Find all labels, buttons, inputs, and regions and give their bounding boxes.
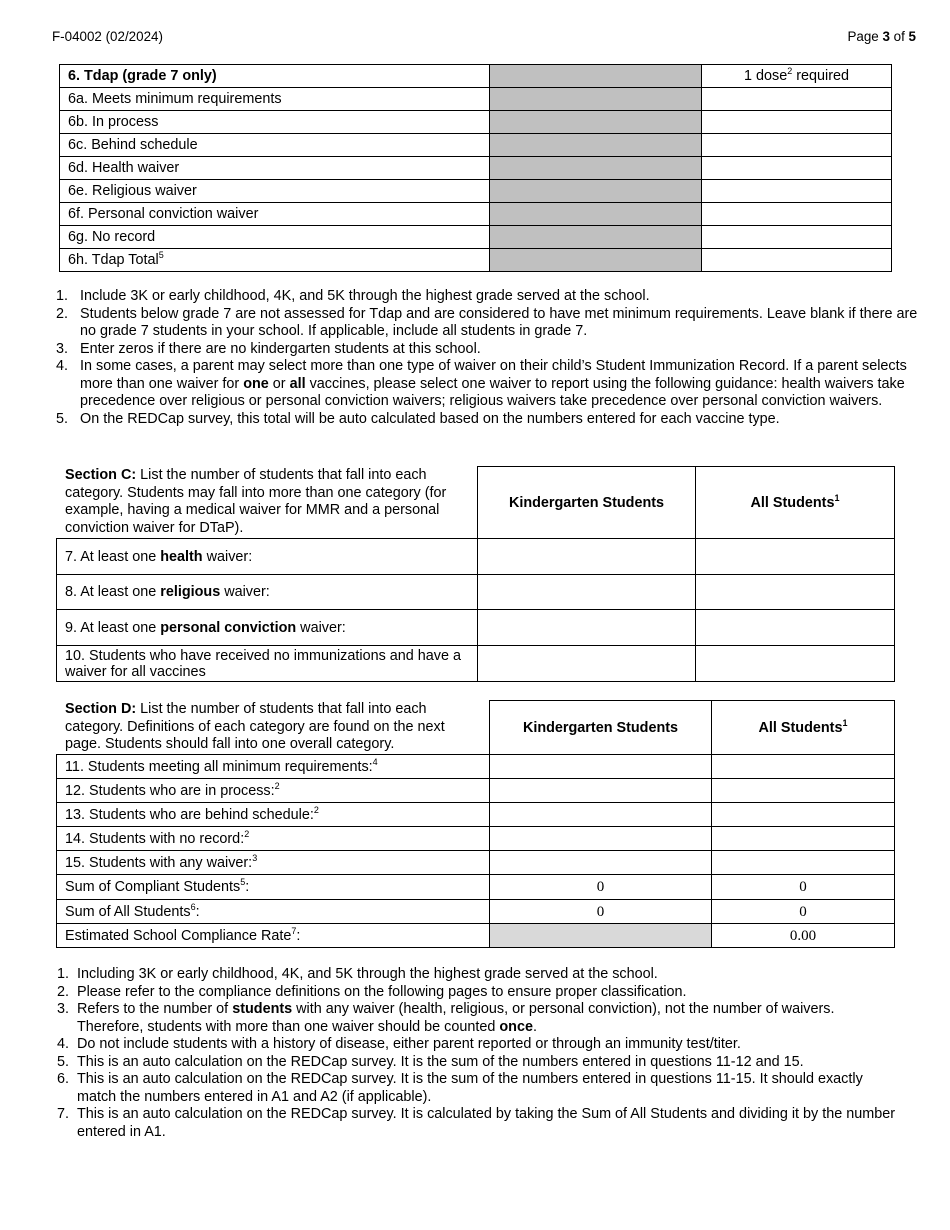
- tdap-entry-cell[interactable]: [702, 111, 892, 134]
- sum-all-label: Sum of All Students$^6$:: [57, 900, 490, 924]
- section-d-table: [56, 700, 895, 948]
- tdap-entry-cell[interactable]: [702, 226, 892, 249]
- footnote: 3. Refers to the number of students with any waiver (health, religious, or personal conviction), not the number of waivers. Therefore, students with more than one waiver should be counted once.: [57, 1001, 835, 1035]
- tdap-row-label: 6d. Health waiver: [60, 157, 490, 180]
- tdap-row-label: 6c. Behind schedule: [60, 134, 490, 157]
- section-d-intro: Section D: List the number of students that fall into each category. Definitions of each category are found on the next page. Students should fall into one overall category.: [65, 701, 445, 752]
- section-c-intro: Section C: List the number of students that fall into each category. Students may fall into more than one category (for example, having a medical waiver for MMR and a personal conviction waiver for DTaP).: [65, 467, 447, 536]
- tdap-row-label: 6e. Religious waiver: [60, 180, 490, 203]
- section-c-row-label: 10. Students who have received no immunizations and have a waiver for all vaccines: [57, 646, 478, 682]
- entry-cell-all[interactable]: [712, 803, 895, 827]
- tdap-row-label: 6b. In process: [60, 111, 490, 134]
- entry-cell-all[interactable]: [712, 827, 895, 851]
- footnote: 2. Students below grade 7 are not assessed for Tdap and are considered to have met minimum requirements. Leave blank if there are no grade 7 students in your school. If applicable, include all students in grade 7.: [56, 305, 918, 339]
- shaded-cell: [490, 203, 702, 226]
- tdap-row-label: 6g. No record: [60, 226, 490, 249]
- footnote: 1. Including 3K or early childhood, 4K, and 5K through the highest grade served at the school.: [57, 966, 658, 982]
- entry-cell-kindergarten[interactable]: [478, 539, 696, 575]
- footnote: 1. Include 3K or early childhood, 4K, and 5K through the highest grade served at the school.: [56, 288, 650, 304]
- sum-all-kindergarten: 0: [490, 900, 712, 924]
- form-number: F-04002 (02/2024): [52, 29, 163, 44]
- section-d-row-label: 13. Students who are behind schedule:$^2$: [57, 803, 490, 827]
- section-d-row-label: 15. Students with any waiver:$^3$: [57, 851, 490, 875]
- footnote: 5. On the REDCap survey, this total will be auto calculated based on the numbers entered for each vaccine type.: [56, 410, 780, 427]
- section-c-row-label: 9. At least one personal conviction waiver:: [57, 610, 478, 646]
- entry-cell-kindergarten[interactable]: [490, 803, 712, 827]
- entry-cell-all[interactable]: [696, 539, 895, 575]
- tdap-total-cell: [702, 249, 892, 272]
- footnote: 4. In some cases, a parent may select more than one type of waiver on their child’s Student Immunization Record. If a parent selects more than one waiver for one or all vaccines, please select one waiver to report using the following guidance: health waivers take precedence over religious or personal conviction waivers; religious waivers take precedence over personal conviction waivers.: [56, 358, 907, 409]
- tdap-entry-cell[interactable]: [702, 157, 892, 180]
- entry-cell-kindergarten[interactable]: [478, 575, 696, 610]
- entry-cell-all[interactable]: [712, 755, 895, 779]
- tdap-entry-cell[interactable]: [702, 134, 892, 157]
- footnote: 4. Do not include students with a history of disease, either parent reported or through an immunity test/titer.: [57, 1036, 741, 1052]
- page-indicator: Page 3 of 5: [847, 29, 916, 44]
- col-header-all-students: All Students$^1$: [712, 701, 895, 755]
- entry-cell-all[interactable]: [696, 575, 895, 610]
- tdap-table: [59, 64, 892, 272]
- shaded-cell: [490, 249, 702, 272]
- sum-compliant-all: 0: [712, 875, 895, 900]
- footnotes-section-d: [57, 966, 897, 1141]
- footnote: 2. Please refer to the compliance definitions on the following pages to ensure proper classification.: [57, 983, 687, 1000]
- section-c-row-label: 8. At least one religious waiver:: [57, 575, 478, 610]
- tdap-row-label: 6f. Personal conviction waiver: [60, 203, 490, 226]
- tdap-entry-cell[interactable]: [702, 180, 892, 203]
- section-d-row-label: 12. Students who are in process:$^2$: [57, 779, 490, 803]
- tdap-entry-cell[interactable]: [702, 88, 892, 111]
- entry-cell-all[interactable]: [712, 779, 895, 803]
- footnote: 3. Enter zeros if there are no kindergarten students at this school.: [56, 340, 481, 357]
- entry-cell-kindergarten[interactable]: [490, 779, 712, 803]
- sum-compliant-kindergarten: 0: [490, 875, 712, 900]
- tdap-title: 6. Tdap (grade 7 only): [60, 65, 490, 88]
- shaded-cell: [490, 180, 702, 203]
- footnote: 5. This is an auto calculation on the REDCap survey. It is the sum of the numbers entered in questions 11-12 and 15.: [57, 1053, 804, 1070]
- shaded-cell: [490, 134, 702, 157]
- entry-cell-kindergarten[interactable]: [490, 851, 712, 875]
- section-c-intro-cell: [57, 467, 478, 539]
- shaded-cell: [490, 924, 712, 948]
- entry-cell-all[interactable]: [696, 646, 895, 682]
- sum-compliant-label: Sum of Compliant Students$^5$:: [57, 875, 490, 900]
- shaded-cell: [490, 157, 702, 180]
- shaded-cell: [490, 111, 702, 134]
- entry-cell-all[interactable]: [712, 851, 895, 875]
- section-d-row-label: 11. Students meeting all minimum requirements:$^4$: [57, 755, 490, 779]
- shaded-cell: [490, 65, 702, 88]
- col-header-all-students: All Students$^1$: [696, 467, 895, 539]
- shaded-cell: [490, 88, 702, 111]
- footnotes-tdap: [52, 288, 926, 428]
- col-header-kindergarten: Kindergarten Students: [490, 701, 712, 755]
- tdap-entry-cell[interactable]: [702, 203, 892, 226]
- dose-requirement: 1 dose$^2$ required: [702, 65, 892, 88]
- entry-cell-kindergarten[interactable]: [478, 610, 696, 646]
- section-d-intro-cell: [57, 701, 490, 755]
- footnote: 7. This is an auto calculation on the REDCap survey. It is calculated by taking the Sum of All Students and dividing it by the number entered in A1.: [57, 1106, 896, 1140]
- entry-cell-kindergarten[interactable]: [490, 755, 712, 779]
- entry-cell-kindergarten[interactable]: [478, 646, 696, 682]
- compliance-rate-value: 0.00: [712, 924, 895, 948]
- sum-all-all: 0: [712, 900, 895, 924]
- tdap-row-label: 6a. Meets minimum requirements: [60, 88, 490, 111]
- entry-cell-kindergarten[interactable]: [490, 827, 712, 851]
- entry-cell-all[interactable]: [696, 610, 895, 646]
- section-d-row-label: 14. Students with no record:$^2$: [57, 827, 490, 851]
- footnote: 6. This is an auto calculation on the REDCap survey. It is the sum of the numbers entered in questions 11-15. It should exactly match the numbers entered in A1 and A2 (if applicable).: [57, 1071, 863, 1105]
- shaded-cell: [490, 226, 702, 249]
- compliance-rate-label: Estimated School Compliance Rate$^7$:: [57, 924, 490, 948]
- col-header-kindergarten: Kindergarten Students: [478, 467, 696, 539]
- section-c-table: [56, 466, 895, 682]
- tdap-total-label: 6h. Tdap Total$^5$: [60, 249, 490, 272]
- section-c-row-label: 7. At least one health waiver:: [57, 539, 478, 575]
